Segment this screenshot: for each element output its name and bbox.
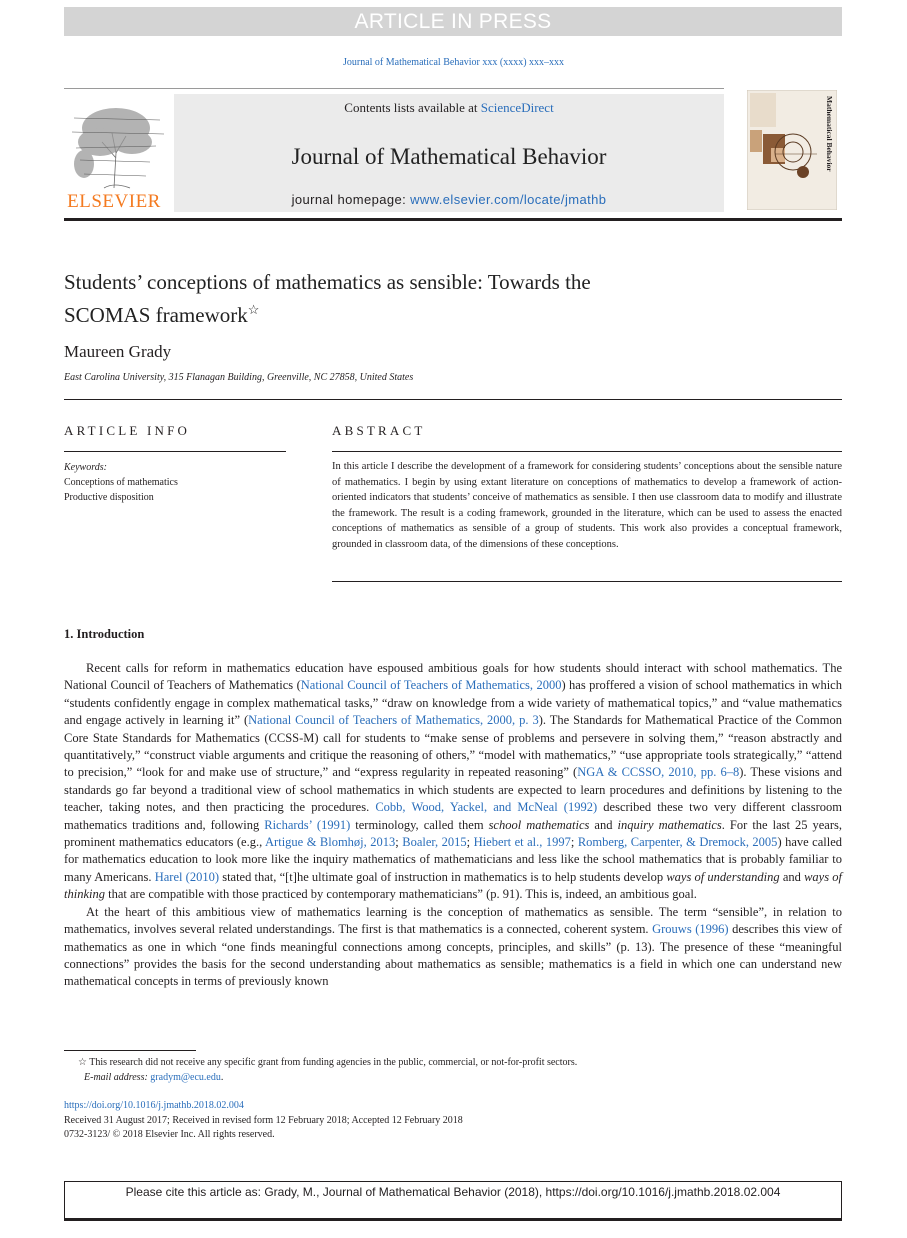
author-affiliation: East Carolina University, 315 Flanagan Building, Greenville, NC 27858, United States	[64, 372, 414, 383]
intro-paragraph-2	[64, 904, 842, 991]
citation-link[interactable]: Cobb, Wood, Yackel, and McNeal (1992)	[375, 800, 598, 815]
author-name[interactable]: Maureen Grady	[64, 342, 172, 361]
abstract-rule-top	[332, 451, 842, 452]
paragraph-text: ;	[395, 835, 403, 850]
paragraph-text: Recent calls for reform in mathematics education have espoused ambitious goals for how students should interact with school mathematics. The National Council of Teachers of Mathematics (	[64, 661, 842, 693]
funding-footnote	[64, 1056, 842, 1071]
article-info-rule	[64, 451, 286, 452]
homepage-line	[174, 192, 724, 207]
citation-link[interactable]: Boaler, 2015	[402, 835, 467, 850]
article-title	[64, 268, 764, 329]
emphasized-text: ways of understanding	[666, 869, 780, 884]
citation-link[interactable]: National Council of Teachers of Mathematics, 2000, p. 3	[248, 713, 539, 728]
citation-link[interactable]: Richards’ (1991)	[264, 817, 351, 832]
journal-header-box	[174, 94, 724, 212]
paragraph-text: ) have called for mathematics education to look more like the inquiry mathematics of mathematicians and less like the school mathematics that is probably familiar to many Americans.	[64, 835, 842, 884]
paragraph-text: ). These visions and standards go far beyond a traditional view of school mathematics in which students are expected to learn procedures and definitions by listening to the teacher, taking notes, and then practicing the procedures.	[64, 765, 842, 815]
paragraph-text: describes this view of mathematics as one in which “one finds meaningful connections among concepts, principles, and skills” (p. 13). The presence of these “meaningful connections” provides the basis for the second understanding about mathematics as sensible; mathematics is a field in which one can understand new mathematical concepts in terms of previously known	[64, 922, 842, 989]
journal-masthead	[64, 88, 842, 220]
paragraph-text: and	[779, 869, 805, 884]
title-footnote-mark[interactable]: ☆	[247, 302, 260, 317]
masthead-bottom-rule	[64, 218, 842, 221]
article-info-heading: ARTICLE INFO	[64, 423, 191, 438]
email-end: .	[220, 1071, 224, 1083]
title-line-1: Students’ conceptions of mathematics as sensible: Towards the	[64, 270, 591, 294]
citation-link[interactable]: National Council of Teachers of Mathematics, 2000	[300, 678, 562, 693]
doi-link[interactable]: https://doi.org/10.1016/j.jmathb.2018.02.004	[64, 1100, 244, 1111]
citation-box: Please cite this article as: Grady, M., Journal of Mathematical Behavior (2018), https://doi.org/10.1016/j.jmathb.2018.02.004	[64, 1181, 842, 1221]
keyword-item: Conceptions of mathematics	[64, 477, 178, 488]
cover-title: Mathematical Behavior	[825, 96, 834, 172]
emphasized-text: school mathematics	[488, 817, 590, 832]
emphasized-text: inquiry mathematics	[617, 817, 722, 832]
homepage-prefix: journal homepage:	[291, 192, 411, 207]
paragraph-text: ;	[466, 835, 474, 850]
keywords-block	[64, 460, 286, 505]
footnotes	[64, 1056, 842, 1143]
masthead-top-rule	[64, 88, 724, 89]
paragraph-text: terminology, called them	[350, 817, 489, 832]
email-footnote	[64, 1071, 842, 1086]
citation-link[interactable]: Artigue & Blomhøj, 2013	[265, 835, 396, 850]
keywords-label: Keywords:	[64, 462, 107, 473]
emphasized-text: ways of thinking	[64, 869, 842, 902]
email-label: E-mail address:	[84, 1071, 151, 1083]
paragraph-text: stated that, “[t]he ultimate goal of instruction in mathematics is to help students develop	[219, 869, 667, 884]
paragraph-text: and	[589, 817, 618, 832]
paragraph-text: that are compatible with those practiced by contemporary mathematicians” (p. 91). This is, indeed, an ambitious goal.	[104, 887, 697, 902]
introduction-heading: 1. Introduction	[64, 627, 145, 641]
keyword-item: Productive disposition	[64, 492, 154, 503]
title-line-2: SCOMAS framework	[64, 303, 248, 327]
paragraph-text: ). The Standards for Mathematical Practice of the Common Core State Standards for Mathematics (CCSS-M) call for students to “make sense of problems and persevere in solving them,” “reason abstractly and quantitatively,” “construct viable arguments and critique the reasoning of others,” “model with mathematics,” “use appropriate tools strategically,” “attend to precision,” “look for and make use of structure,” and “express regularity in repeated reasoning” (	[64, 713, 842, 780]
citation-link[interactable]: Harel (2010)	[154, 869, 220, 884]
contents-prefix: Contents lists available at	[344, 100, 481, 115]
funding-text: This research did not receive any specific grant from funding agencies in the public, commercial, or not-for-profit sectors.	[86, 1057, 578, 1068]
citation-link[interactable]: Hiebert et al., 1997	[473, 835, 571, 850]
journal-cover-thumbnail	[747, 90, 837, 210]
intro-paragraph-1	[64, 660, 842, 904]
homepage-link[interactable]: www.elsevier.com/locate/jmathb	[410, 192, 607, 207]
sciencedirect-link[interactable]: ScienceDirect	[480, 100, 554, 115]
header-divider	[64, 399, 842, 400]
paragraph-text: At the heart of this ambitious view of mathematics learning is the conception of mathematics as sensible. The term “sensible”, in relation to mathematics, involves several related understandings. The first is that mathematics is a connected, coherent system.	[64, 904, 842, 937]
received-dates: Received 31 August 2017; Received in revised form 12 February 2018; Accepted 12 February 2018	[64, 1114, 463, 1126]
elsevier-wordmark: ELSEVIER	[67, 191, 161, 212]
paragraph-text: ) has proffered a vision of school mathematics in which “students confidently engage in complex mathematical tasks,” “draw on knowledge from a wide variety of mathematical topics,” and “value mathematics and engage actively in learning it” (	[64, 678, 842, 728]
journal-reference[interactable]: Journal of Mathematical Behavior xxx (xxxx) xxx–xxx	[342, 57, 565, 68]
abstract-heading: ABSTRACT	[332, 423, 426, 438]
copyright-line: 0732-3123/ © 2018 Elsevier Inc. All rights reserved.	[64, 1129, 275, 1140]
journal-title: Journal of Mathematical Behavior	[291, 144, 607, 169]
email-link[interactable]: gradym@ecu.edu	[150, 1071, 221, 1083]
contents-line	[174, 100, 724, 116]
paragraph-text: ;	[570, 835, 578, 850]
abstract-text: In this article I describe the development of a framework for considering students’ conceptions about the sensible nature of mathematics. I begin by using extant literature on conceptions of mathematics to develop a framework of action-oriented indicators that students’ conceive of mathematics as sensible. I then use classroom data to modify and illustrate the framework. The result is a coding framework, grounded in the literature, which can be used to assess the enacted conceptions of mathematics as sensible of a group of students. This work also provides a conceptual framework, grounded in classroom data, of the dimensions of these conceptions.	[332, 461, 842, 550]
footnote-rule	[64, 1050, 196, 1051]
footnote-star: ☆	[78, 1057, 87, 1068]
citation-link[interactable]: NGA & CCSSO, 2010, pp. 6–8	[577, 765, 740, 780]
citation-link[interactable]: Romberg, Carpenter, & Dremock, 2005	[577, 835, 778, 850]
paragraph-text: described these two very different classroom mathematics traditions and, following	[64, 800, 842, 832]
citation-link[interactable]: Grouws (1996)	[652, 922, 729, 937]
paragraph-text: . For the last 25 years, prominent mathematics educators (e.g.,	[64, 817, 842, 850]
body-text	[64, 660, 842, 991]
abstract-rule-bottom	[332, 581, 842, 582]
article-in-press-banner: ARTICLE IN PRESS	[64, 7, 842, 36]
